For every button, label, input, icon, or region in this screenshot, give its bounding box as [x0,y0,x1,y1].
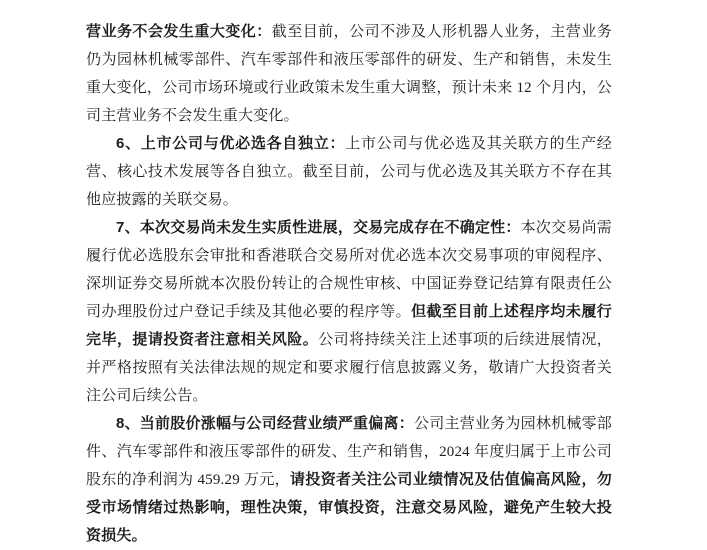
document-body [86,18,612,550]
text-run: 公司主营业务为园林机械零部件、汽车零部件和液压零部件的研发、生产和销售，2024 年度归属于上市公司股东的净利润为 459.29 万元， [86,416,612,488]
bold-text-run: 请投资者关注公司业绩情况及估值偏高风险，勿受市场情绪过热影响，理性决策，审慎投资，注意交易风险，避免产生较大投资损失。 [86,471,612,544]
text-run: 截至目前，公司不涉及人形机器人业务，主营业务仍为园林机械零部件、汽车零部件和液压零部件的研发、生产和销售，未发生重大变化，公司市场环境或行业政策未发生重大调整，预计未来 12 个月内，公司主营业务不会发生重大变化。 [86,24,612,124]
bold-text-run: 营业务不会发生重大变化： [86,23,272,40]
text-run: 本次交易尚需履行优必选股东会审批和香港联合交易所对优必选本次交易事项的审阅程序、深圳证券交易所就本次股份转让的合规性审核、中国证券登记结算有限责任公司办理股份过户登记手续及其他必要的程序等。 [86,220,613,320]
text-run: 上市公司与优必选及其关联方的生产经营、核心技术发展等各自独立。截至目前，公司与优必选及其关联方不存在其他应披露的关联交易。 [86,136,613,208]
paragraph-3 [86,214,612,410]
bold-text-run: 但截至目前上述程序均未履行完毕，提请投资者注意相关风险。 [86,303,613,348]
paragraph-4 [86,410,612,550]
bold-text-run: 7、本次交易尚未发生实质性进展，交易完成存在不确定性： [116,219,521,236]
paragraph-2 [86,130,612,214]
bold-text-run: 6、上市公司与优必选各自独立： [116,135,346,152]
paragraph-1 [86,18,612,130]
bold-text-run: 8、当前股价涨幅与公司经营业绩严重偏离： [116,415,414,432]
text-run: 公司将持续关注上述事项的后续进展情况，并严格按照有关法律法规的规定和要求履行信息披露义务，敬请广大投资者关注公司后续公告。 [86,332,612,404]
